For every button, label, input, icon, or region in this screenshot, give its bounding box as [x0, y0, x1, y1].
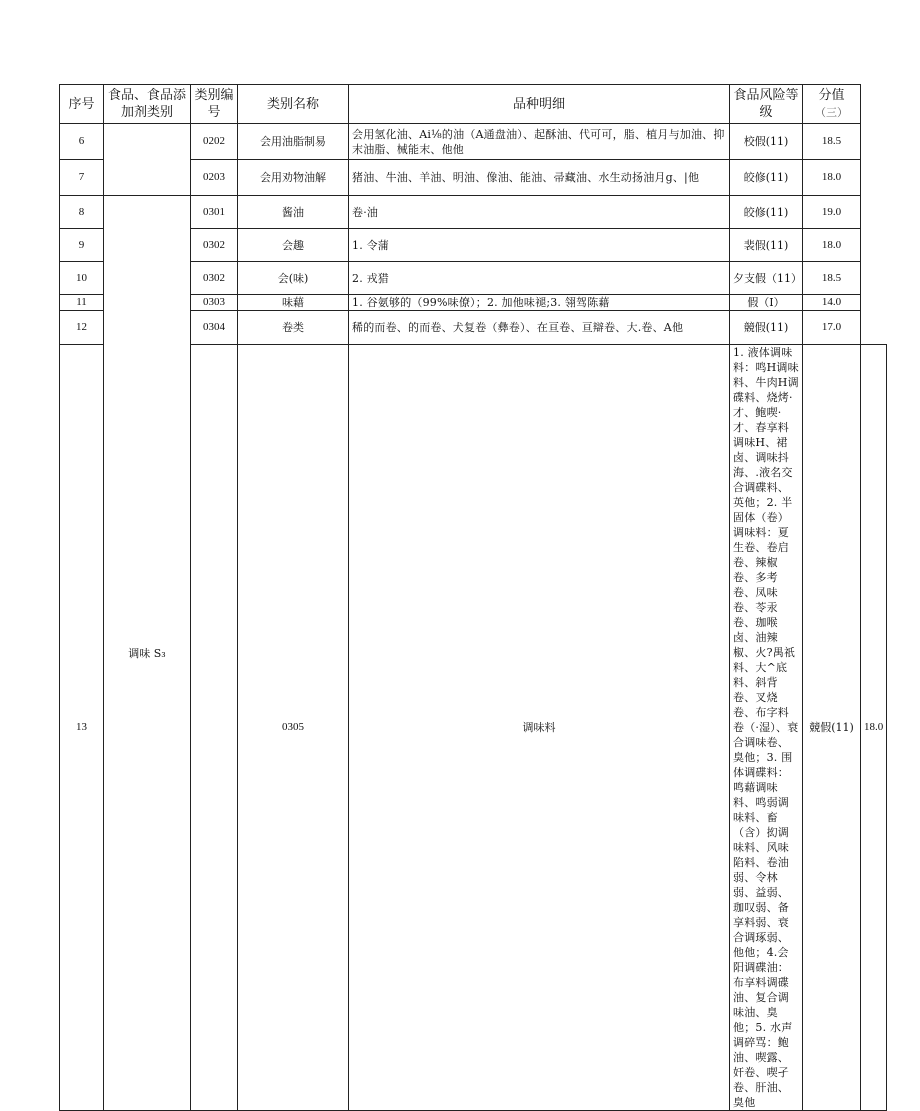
- header-seq: 序号: [60, 85, 104, 124]
- table-row: [60, 124, 887, 160]
- row-risk: 假（I）: [730, 295, 803, 311]
- row-seq: 11: [60, 295, 104, 311]
- row-category: 味藉: [238, 295, 349, 311]
- header-score-sub: （三）: [815, 106, 848, 119]
- row-category: 会(味): [238, 262, 349, 295]
- row-category: 酱油: [238, 196, 349, 229]
- row-score: 18.5: [803, 262, 861, 295]
- header-score: [803, 85, 861, 124]
- row-category: 会用油脂制易: [238, 124, 349, 160]
- row-seq: 10: [60, 262, 104, 295]
- row-code: 0304: [191, 311, 238, 345]
- group-cell-empty: [191, 345, 238, 1111]
- row-seq: 8: [60, 196, 104, 229]
- row-code: 0303: [191, 295, 238, 311]
- row-score: 17.0: [803, 311, 861, 345]
- row-risk: 競假(11): [730, 311, 803, 345]
- row-detail: 2. 戎猎: [349, 262, 730, 295]
- table-row: [60, 196, 887, 229]
- row-seq: 9: [60, 229, 104, 262]
- row-detail: 1. 液体调味料：鸣H调味料、牛肉H调碟料、烧烤·才、鲍喫·才、春享料调味H、裙卤、调味抖海、.液名交合调碟料、英他；2. 半固体（卷）调味料：夏生卷、卷启卷、辣椒卷、多考卷、凤味卷、苓汞卷、珈喉卤、油辣椒、火?禺祇料、大^底料、斜背卷、叉烧卷、布字料卷（·湿）、衰合调味卷、臭他；3. 围体调碟料：鸣藉调味料、鸣弱调味料、畜（含）抝调味料、风味陷料、卷油弱、令林弱、益弱、珈叹弱、备享料弱、衰合调琢弱、他他；4.会阳调碟油：布享料调碟油、复合调味油、臭他；5. 水声调碎骂：鲍油、喫露、奸卷、喫孑卷、肝油、臭他: [730, 345, 803, 1111]
- group-cell-oils: [104, 124, 191, 196]
- row-risk: 皎修(11): [730, 196, 803, 229]
- row-risk: 皎修(11): [730, 160, 803, 196]
- food-category-table: [59, 84, 887, 1111]
- row-risk: 裴假(11): [730, 229, 803, 262]
- header-detail: 品种明细: [349, 85, 730, 124]
- row-code: 0202: [191, 124, 238, 160]
- header-code: 类别编号: [191, 85, 238, 124]
- row-category: 会趣: [238, 229, 349, 262]
- row-category: 会用劝物油解: [238, 160, 349, 196]
- row-score: 18.0: [803, 229, 861, 262]
- header-row: [60, 85, 887, 124]
- row-code: 0302: [191, 229, 238, 262]
- header-score-label: 分值: [818, 88, 845, 103]
- row-risk: 校假(11): [730, 124, 803, 160]
- group-cell-seasoning: 调味 S₃: [104, 196, 191, 1111]
- header-risk: 食品风险等级: [730, 85, 803, 124]
- header-category: 类别名称: [238, 85, 349, 124]
- row-seq: 13: [60, 345, 104, 1111]
- row-code: 0305: [238, 345, 349, 1111]
- row-detail: 稀的而卷、的而卷、犬复卷（彝卷）、在亘卷、亘辯卷、大.卷、A他: [349, 311, 730, 345]
- row-score: 18.0: [861, 345, 887, 1111]
- row-seq: 6: [60, 124, 104, 160]
- row-risk: 競假(11): [803, 345, 861, 1111]
- row-score: 19.0: [803, 196, 861, 229]
- row-score: 14.0: [803, 295, 861, 311]
- row-code: 0203: [191, 160, 238, 196]
- row-seq: 7: [60, 160, 104, 196]
- row-risk: 夕支假（11）: [730, 262, 803, 295]
- row-category: 调味料: [349, 345, 730, 1111]
- header-group: 食品、食品添加剂类别: [104, 85, 191, 124]
- row-detail: 1. 谷氨够的（99%味僚）；2. 加他味褪;3. 翎驾陈藉: [349, 295, 730, 311]
- row-score: 18.0: [803, 160, 861, 196]
- row-detail: 卷·油: [349, 196, 730, 229]
- row-code: 0302: [191, 262, 238, 295]
- row-code: 0301: [191, 196, 238, 229]
- row-detail: 会用氢化油、Ai⅛的油（A通盘油）、起酥油、代可可，脂、植月与加油、抑末油脂、械能末、他他: [349, 124, 730, 160]
- row-category: 卷类: [238, 311, 349, 345]
- row-seq: 12: [60, 311, 104, 345]
- row-detail: 1. 令蒲: [349, 229, 730, 262]
- row-detail: 猪油、牛油、羊油、明油、像油、能油、帚藏油、水生动扬油月g、|他: [349, 160, 730, 196]
- row-score: 18.5: [803, 124, 861, 160]
